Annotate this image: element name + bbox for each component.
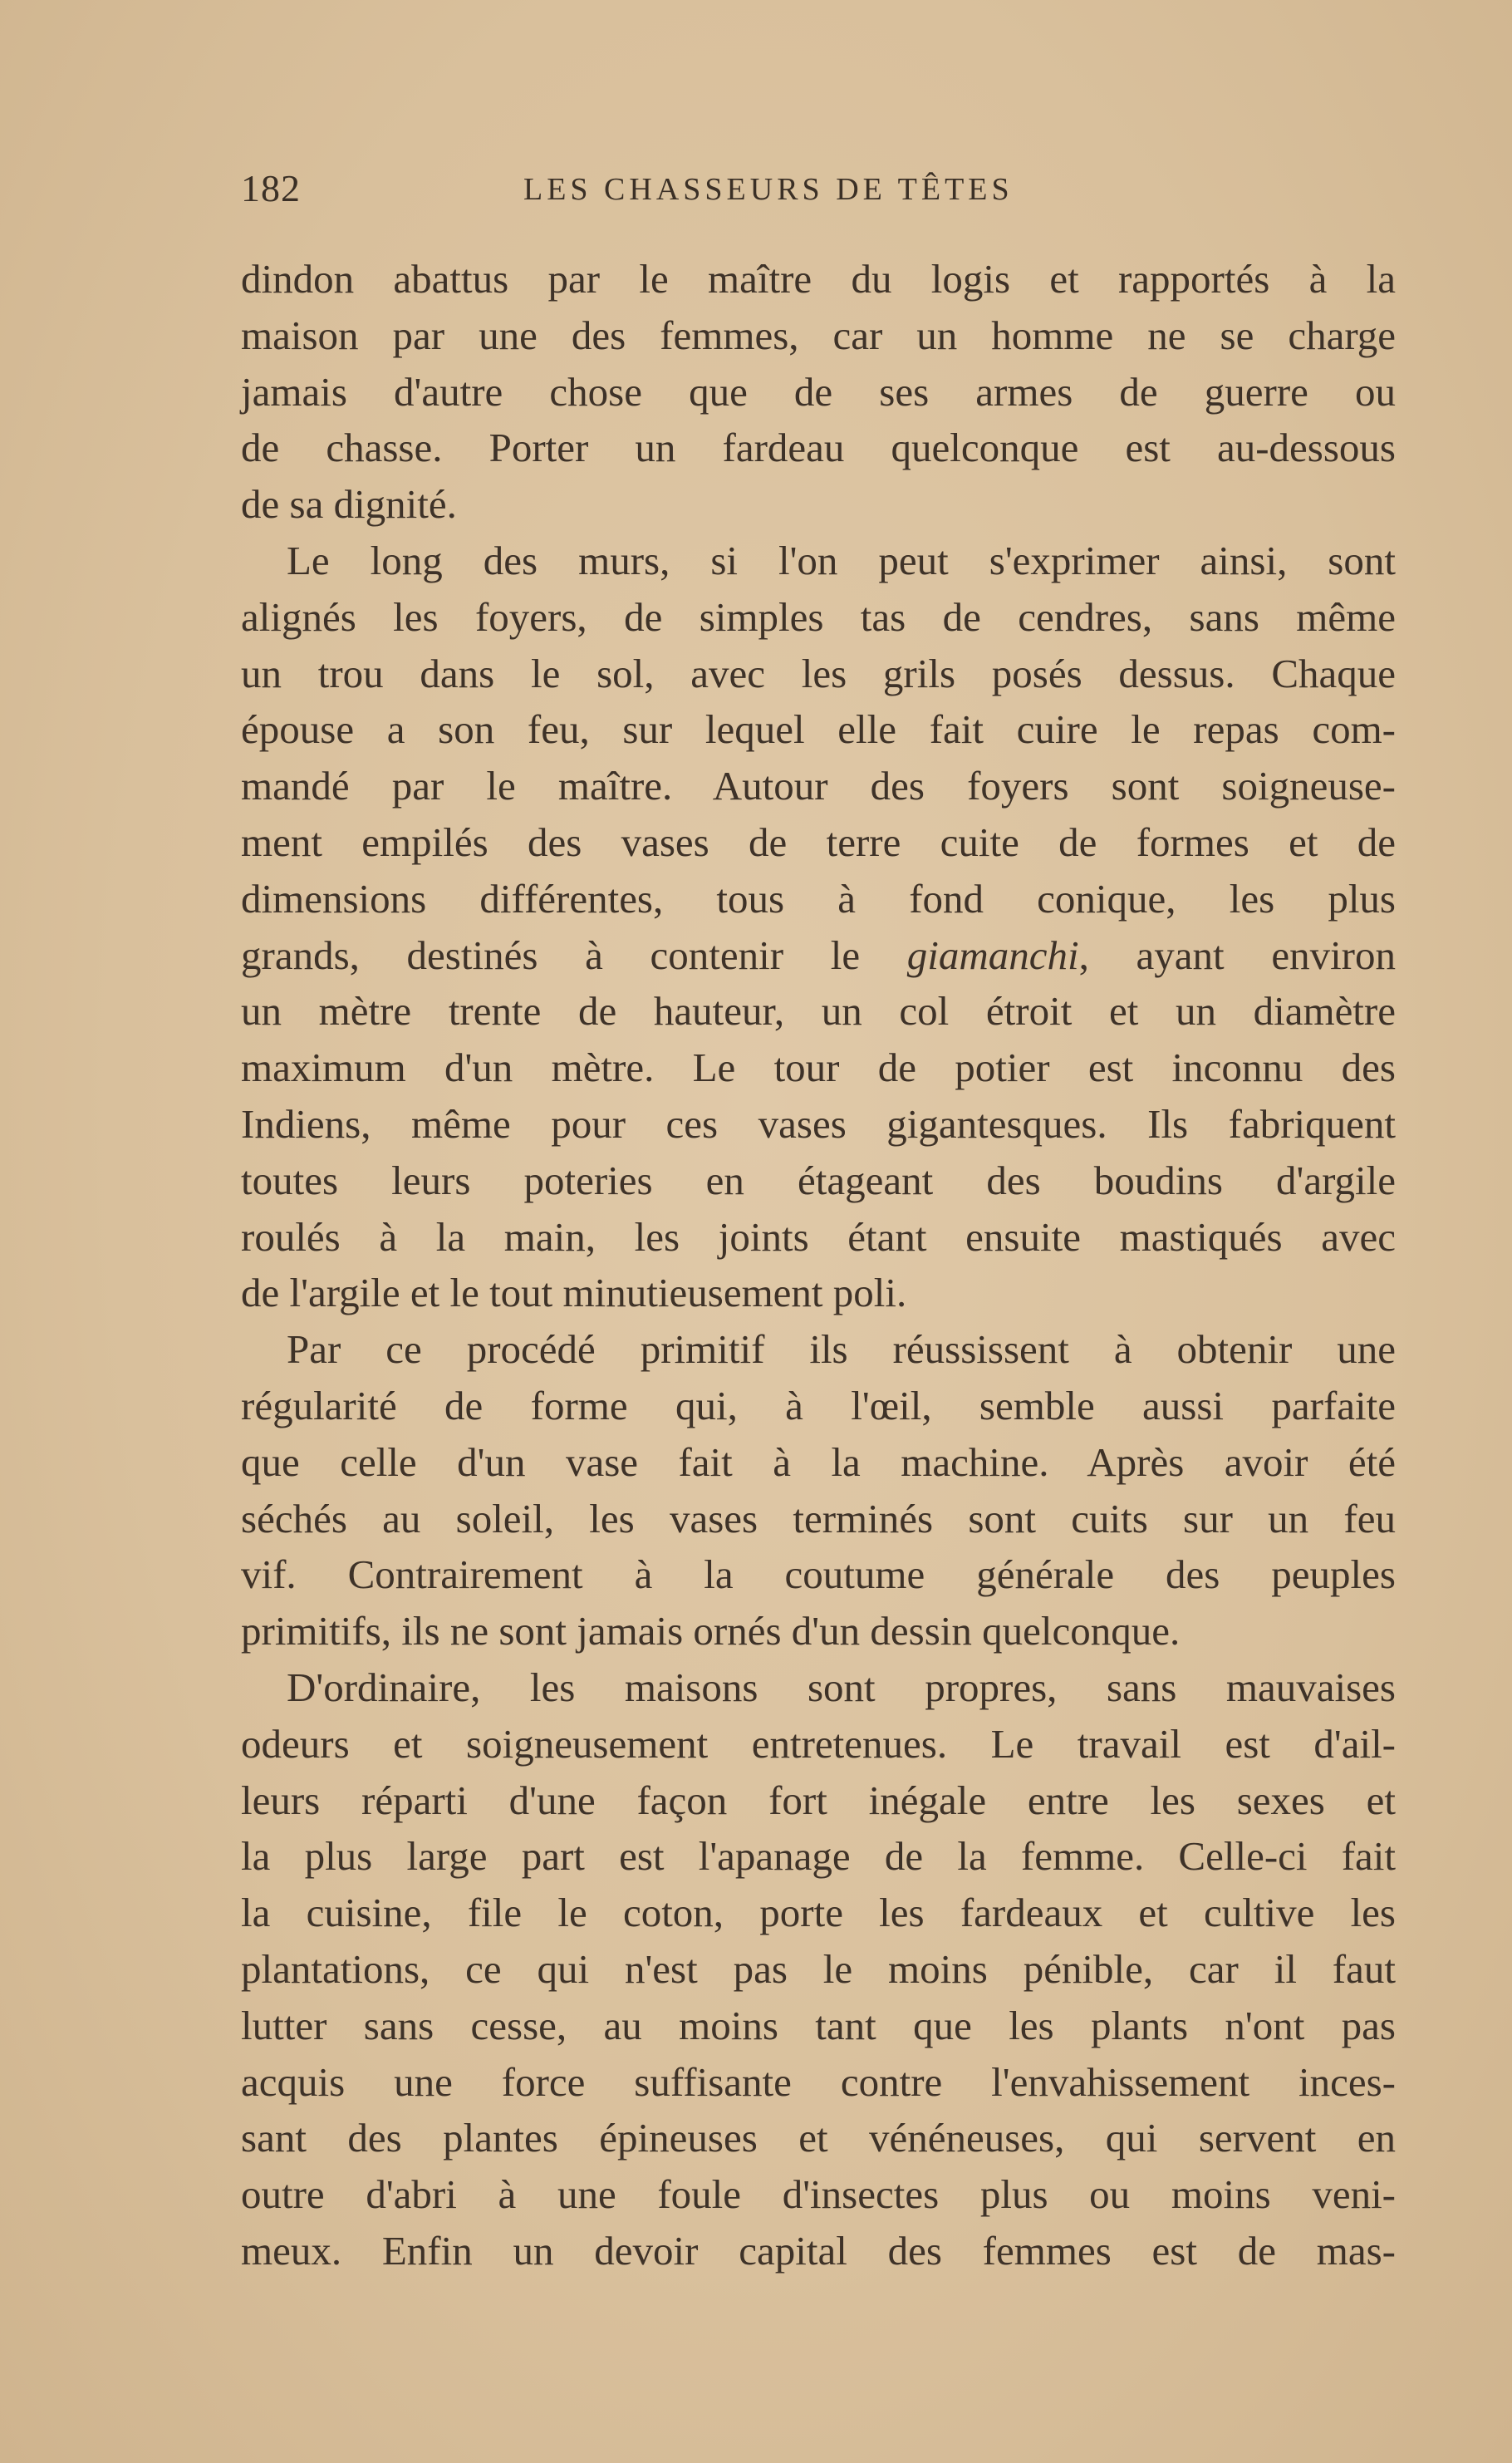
page-header	[241, 166, 1396, 216]
italic-term: giamanchi	[906, 932, 1079, 978]
text-line: outre d'abri à une foule d'insectes plus ou moins veni-	[241, 2171, 1396, 2218]
text-line	[241, 927, 1396, 984]
text-line: sant des plantes épineuses et vénéneuses, qui servent en	[241, 2115, 1396, 2161]
text-segment: , ayant environ	[1078, 932, 1397, 978]
text-line: ment empilés des vases de terre cuite de formes et de	[241, 819, 1396, 865]
text-line: meux. Enfin un devoir capital des femmes est de mas-	[241, 2227, 1396, 2274]
running-title: LES CHASSEURS DE TÊTES	[523, 172, 1014, 207]
text-line: mandé par le maître. Autour des foyers sont soigneuse-	[241, 763, 1396, 809]
page-number: 182	[241, 167, 301, 209]
text-line: Le long des murs, si l'on peut s'exprimer ainsi, sont	[287, 537, 1396, 583]
text-line: de l'argile et le tout minutieusement poli.	[241, 1270, 907, 1316]
text-line: un mètre trente de hauteur, un col étroit et un diamètre	[241, 988, 1396, 1035]
text-line: de chasse. Porter un fardeau quelconque est au-dessous	[241, 425, 1396, 471]
text-line: roulés à la main, les joints étant ensuite mastiqués avec	[241, 1213, 1396, 1260]
text-line: odeurs et soigneusement entretenues. Le travail est d'ail-	[241, 1720, 1396, 1767]
text-line: vif. Contrairement à la coutume générale des peuples	[241, 1551, 1396, 1598]
text-line: Par ce procédé primitif ils réussissent à obtenir une	[287, 1326, 1396, 1373]
text-line: séchés au soleil, les vases terminés sont cuits sur un feu	[241, 1495, 1396, 1541]
text-line: dimensions différentes, tous à fond conique, les plus	[241, 875, 1396, 922]
text-line: un trou dans le sol, avec les grils posés dessus. Chaque	[241, 650, 1396, 696]
text-line: acquis une force suffisante contre l'envahissement inces-	[241, 2058, 1396, 2105]
text-line: de sa dignité.	[241, 481, 457, 528]
text-line: toutes leurs poteries en étageant des boudins d'argile	[241, 1157, 1396, 1203]
text-segment: grands, destinés à contenir le	[241, 932, 907, 978]
text-line: Indiens, même pour ces vases gigantesques. Ils fabriquent	[241, 1100, 1396, 1147]
body-text	[241, 251, 1396, 2279]
text-line: plantations, ce qui n'est pas le moins pénible, car il faut	[241, 1945, 1396, 1992]
text-line: la plus large part est l'apanage de la femme. Celle-ci fait	[241, 1833, 1396, 1880]
text-line: jamais d'autre chose que de ses armes de guerre ou	[241, 368, 1396, 415]
text-line: la cuisine, file le coton, porte les fardeaux et cultive les	[241, 1890, 1396, 1936]
text-line: primitifs, ils ne sont jamais ornés d'un dessin quelconque.	[241, 1608, 1181, 1654]
text-line: épouse a son feu, sur lequel elle fait cuire le repas com-	[241, 706, 1396, 753]
text-line: maison par une des femmes, car un homme ne se charge	[241, 312, 1396, 358]
text-line: que celle d'un vase fait à la machine. Après avoir été	[241, 1438, 1396, 1485]
text-line: régularité de forme qui, à l'œil, semble aussi parfaite	[241, 1382, 1396, 1428]
text-line: lutter sans cesse, au moins tant que les plants n'ont pas	[241, 2002, 1396, 2048]
text-line: maximum d'un mètre. Le tour de potier est inconnu des	[241, 1045, 1396, 1091]
text-line: leurs réparti d'une façon fort inégale entre les sexes et	[241, 1777, 1396, 1823]
text-line: alignés les foyers, de simples tas de cendres, sans même	[241, 593, 1396, 640]
text-line: D'ordinaire, les maisons sont propres, sans mauvaises	[287, 1664, 1396, 1710]
text-line: dindon abattus par le maître du logis et rapportés à la	[241, 256, 1396, 302]
